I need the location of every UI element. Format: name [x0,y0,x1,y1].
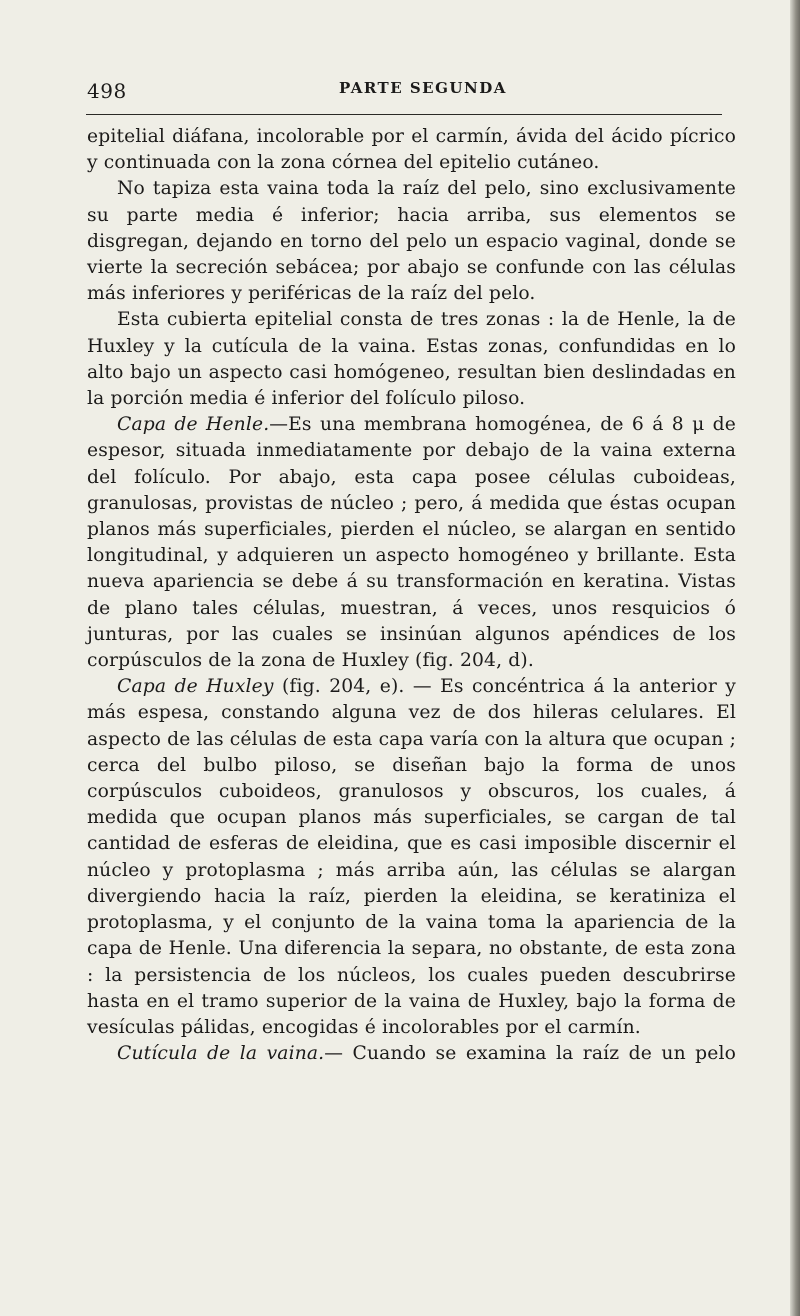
page-number: 498 [87,79,127,103]
paragraph-text: epitelial diáfana, incolorable por el carmín, ávida del ácido pícrico y continuada con la zona córnea del epitelio cutáneo. [87,126,736,174]
page-header [87,79,735,109]
paragraph [87,307,736,412]
paragraph-text: No tapiza esta vaina toda la raíz del pelo, sino exclusivamente su parte media é inferior; hacia arriba, sus elementos se disgregan, dejando en torno del pelo un espacio vaginal, donde se vierte la secreción sebácea; por abajo se confunde con las células más inferiores y periféricas de la raíz del pelo. [87,178,736,305]
paragraph [87,124,736,176]
paragraph-text: — Cuando se examina la raíz de un pelo [324,1043,737,1065]
paragraph-text: Esta cubierta epitelial consta de tres zonas : la de Henle, la de Huxley y la cutícula de la vaina. Estas zonas, confundidas en lo alto bajo un aspecto casi homógeneo, resultan bien deslindadas en la porción media é inferior del folículo piloso. [87,309,736,410]
paragraph [87,412,736,674]
body-text [87,124,736,1067]
paragraph-lead: Capa de Henle. [117,414,270,436]
paragraph [87,176,736,307]
paragraph [87,1041,736,1067]
paragraph-text: (fig. 204, e). — Es concéntrica á la anterior y más espesa, constando alguna vez de dos hileras celulares. El aspecto de las células de esta capa varía con la altura que ocupan ; cerca del bulbo piloso, se diseñan bajo la forma de unos corpúsculos cuboideos, granulosos y obscuros, los cuales, á medida que ocupan planos más superficiales, se cargan de tal cantidad de esferas de eleidina, que es casi imposible discernir el núcleo y protoplasma ; más arriba aún, las células se alargan divergiendo hacia la raíz, pierden la eleidina, se keratiniza el protoplasma, y el conjunto de la vaina toma la apariencia de la capa de Henle. Una diferencia la separa, no obstante, de esta zona : la persistencia de los núcleos, los cuales pueden descubrirse hasta en el tramo superior de la vaina de Huxley, bajo la forma de vesículas pálidas, encogidas é incolorables por el carmín. [87,676,737,1038]
paragraph-lead: Capa de Huxley [117,676,274,698]
paragraph [87,674,736,1041]
paragraph-lead: Cutícula de la vaina. [117,1043,325,1065]
paragraph-text: —Es una membrana homogénea, de 6 á 8 μ de espesor, situada inmediatamente por debajo de la vaina externa del folículo. Por abajo, esta capa posee células cuboideas, granulosas, provistas de núcleo ; pero, á medida que éstas ocupan planos más superficiales, pierden el núcleo, se alargan en sentido longitudinal, y adquieren un aspecto homogéneo y brillante. Esta nueva apariencia se debe á su transformación en keratina. Vistas de plano tales células, muestran, á veces, unos resquicios ó junturas, por las cuales se insinúan algunos apéndices de los corpúsculos de la zona de Huxley (fig. 204, d). [87,414,736,672]
header-rule [86,114,722,115]
book-page-edge [790,0,800,1316]
running-head: PARTE SEGUNDA [339,79,507,97]
